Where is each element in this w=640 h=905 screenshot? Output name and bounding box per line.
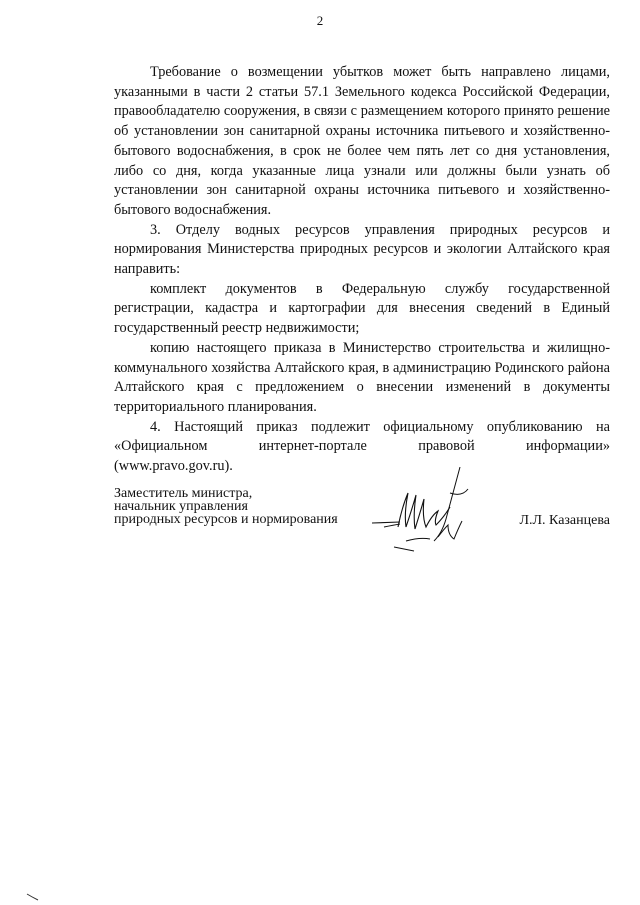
paragraph-item-4-url: (www.pravo.gov.ru). (114, 458, 233, 475)
signatory-title (114, 487, 338, 527)
page-number: 2 (316, 13, 324, 28)
scan-corner-mark (26, 892, 40, 902)
paragraph-documents-package: комплект документов в Федеральную службу государственной регистрации, кадастра и картографии для внесения сведений в Единый государственный реестр недвижимости; (114, 280, 610, 337)
paragraph-item-3: 3. Отделу водных ресурсов управления природных ресурсов и нормирования Министерства природных ресурсов и экологии Алтайского края направить: (114, 221, 610, 278)
paragraph-order-copy: копию настоящего приказа в Министерство строительства и жилищно-коммунального хозяйства Алтайского края, в администрацию Родинского района Алтайского края с предложением о внесении изменений в документы территориального планирования. (114, 339, 610, 415)
signatory-title-line: Заместитель министра, (114, 486, 253, 501)
paragraph-damages-claim: Требование о возмещении убытков может быть направлено лицами, указанными в части 2 статьи 57.1 Земельного кодекса Российской Федерации, правообладателю сооружения, в связи с размещением которого принято решение об установлении зон санитарной охраны источника питьевого и хозяйственно-бытового водоснабжения, в срок не более чем пять лет со дня установления, либо со дня, когда указанные лица узнали или должны были узнать об установлении зон санитарной охраны источника питьевого и хозяйственно-бытового водоснабжения. (114, 64, 610, 218)
document-body (114, 63, 610, 477)
signatory-name: Л.Л. Казанцева (519, 513, 610, 528)
handwritten-signature (364, 467, 484, 567)
signatory-title-line: начальник управления (114, 499, 248, 515)
signatory-title-line: природных ресурсов и нормирования (114, 512, 338, 528)
signature-block (114, 487, 610, 567)
paragraph-item-4: 4. Настоящий приказ подлежит официальному опубликованию на «Официальном интернет-портале правовой информации» (114, 418, 610, 455)
